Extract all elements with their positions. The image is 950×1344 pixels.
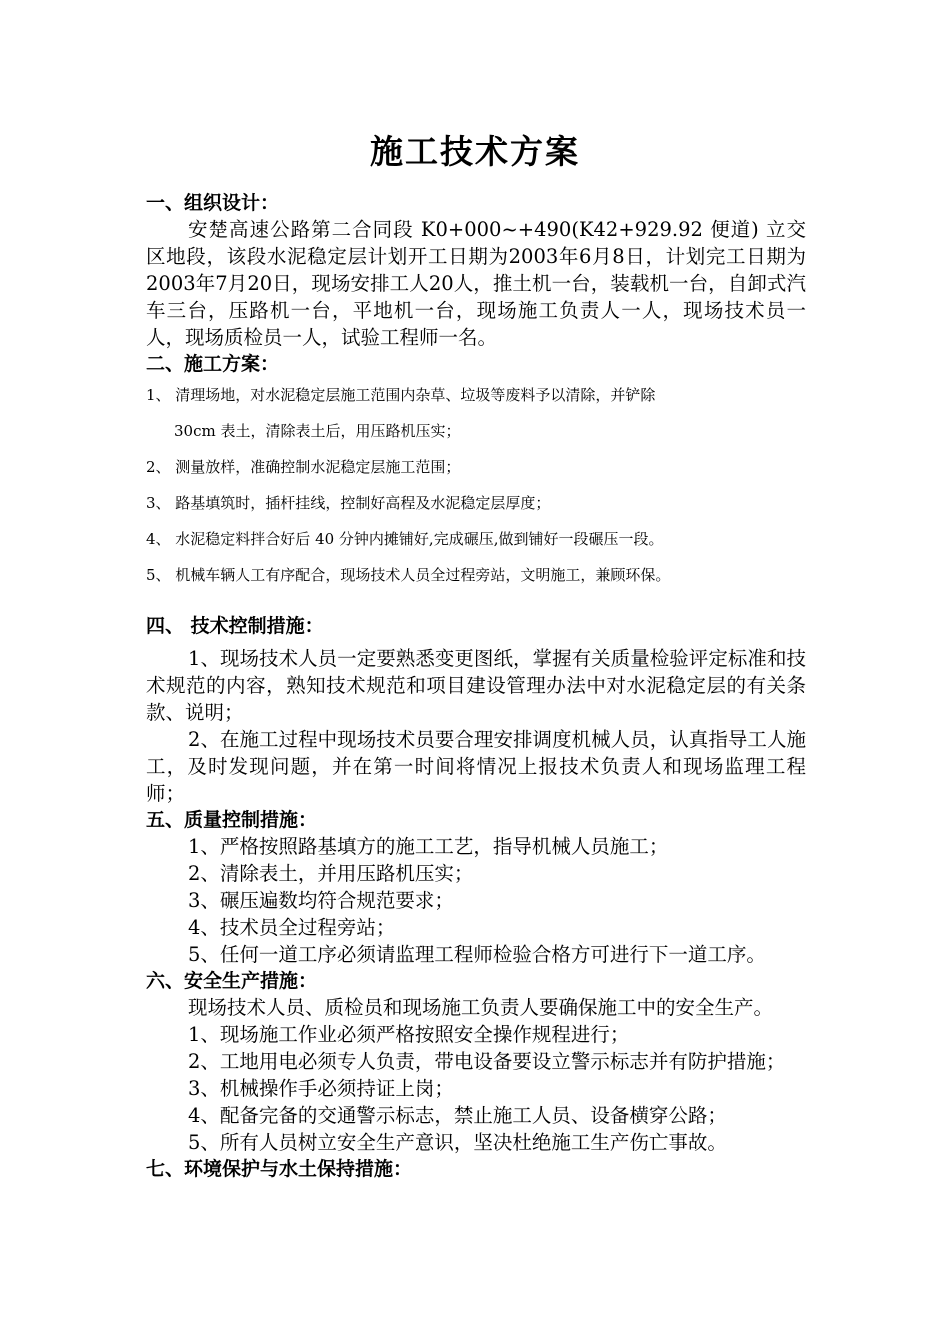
list-item: 5、任何一道工序必须请监理工程师检验合格方可进行下一道工序。	[188, 943, 766, 966]
construction-plan-list	[146, 377, 806, 593]
section-heading-safety: 六、安全生产措施：	[146, 970, 318, 992]
list-item: 5、所有人员树立安全生产意识，坚决杜绝施工生产伤亡事故。	[188, 1131, 727, 1154]
list-item: 1、现场施工作业必须严格按照安全操作规程进行；	[188, 1023, 630, 1046]
list-item: 3、碾压遍数均符合规范要求；	[188, 889, 454, 912]
section-heading-technical-control: 四、 技术控制措施：	[146, 615, 324, 637]
list-item: 2、清除表土，并用压路机压实；	[188, 862, 474, 885]
section-heading-quality-control: 五、质量控制措施：	[146, 809, 318, 831]
list-item: 2、在施工过程中现场技术员要合理安排调度机械人员，认真指导工人施工，及时发现问题，并在第一时间将情况上报技术负责人和现场监理工程师；	[146, 728, 806, 805]
document-body	[146, 190, 806, 1182]
list-item: 30cm 表土，清除表土后，用压路机压实；	[174, 422, 461, 440]
list-item: 2、 测量放样，准确控制水泥稳定层施工范围；	[146, 458, 461, 476]
list-item: 1、严格按照路基填方的施工工艺，指导机械人员施工；	[188, 835, 669, 858]
list-item: 3、机械操作手必须持证上岗；	[188, 1077, 454, 1100]
list-item: 5、 机械车辆人工有序配合，现场技术人员全过程旁站，文明施工，兼顾环保。	[146, 566, 671, 584]
section-heading-organization: 一、组织设计：	[146, 192, 280, 214]
list-item: 3、 路基填筑时，插杆挂线，控制好高程及水泥稳定层厚度；	[146, 494, 551, 512]
list-item: 现场技术人员、质检员和现场施工负责人要确保施工中的安全生产。	[188, 996, 774, 1019]
section-heading-environment: 七、环境保护与水土保持措施：	[146, 1158, 413, 1180]
list-item: 4、配备完备的交通警示标志，禁止施工人员、设备横穿公路；	[188, 1104, 727, 1127]
list-item: 2、工地用电必须专人负责，带电设备要设立警示标志并有防护措施；	[188, 1050, 786, 1073]
list-item: 1、现场技术人员一定要熟悉变更图纸，掌握有关质量检验评定标准和技术规范的内容，熟知技术规范和项目建设管理办法中对水泥稳定层的有关条款、说明；	[146, 647, 806, 724]
organization-paragraph: 安楚高速公路第二合同段 K0+000~+490(K42+929.92 便道) 立交区地段，该段水泥稳定层计划开工日期为2003年6月8日，计划完工日期为2003年7月20日，现场安排工人20人，推土机一台，装载机一台，自卸式汽车三台，压路机一台，平地机一台，现场施工负责人一人，现场技术员一人，现场质检员一人，试验工程师一名。	[146, 218, 806, 349]
page-title: 施工技术方案	[370, 132, 580, 171]
section-heading-construction-plan: 二、施工方案：	[146, 353, 280, 375]
list-item: 4、 水泥稳定料拌合好后 40 分钟内摊铺好,完成碾压,做到铺好一段碾压一段。	[146, 530, 664, 548]
list-item: 1、 清理场地，对水泥稳定层施工范围内杂草、垃圾等废料予以清除，并铲除	[146, 386, 656, 404]
list-item: 4、技术员全过程旁站；	[188, 916, 396, 939]
